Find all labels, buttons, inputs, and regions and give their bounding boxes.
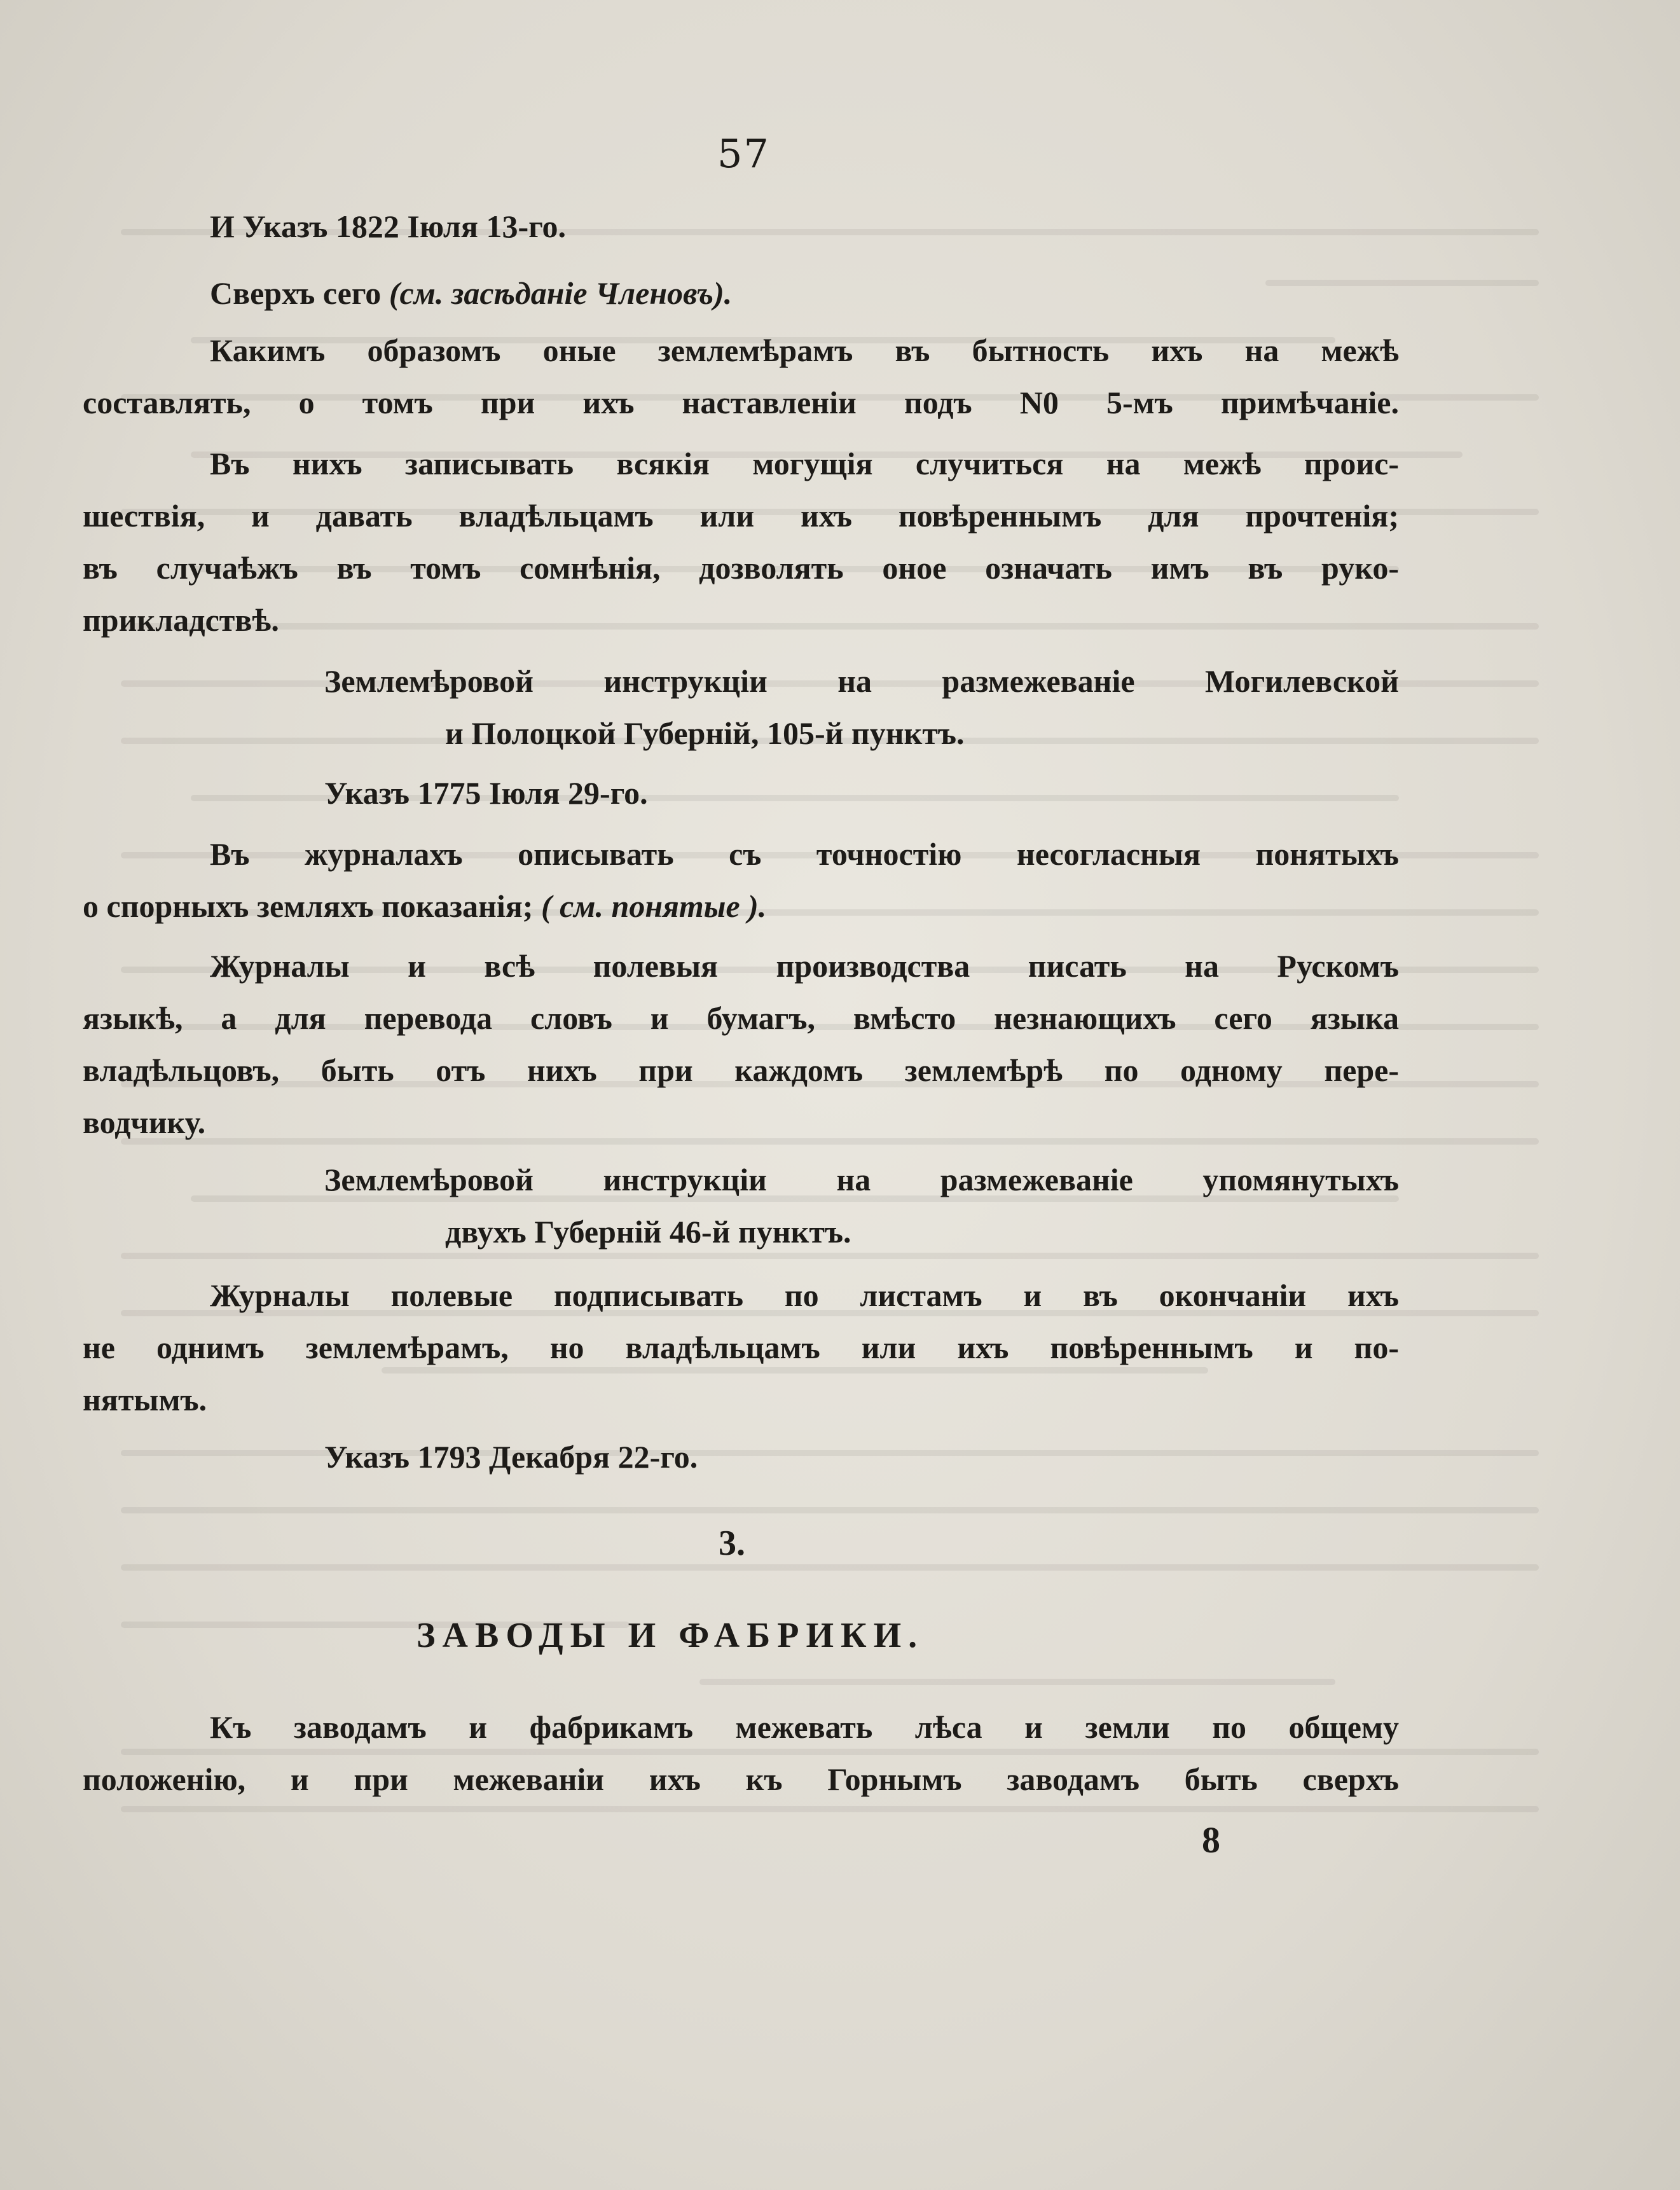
paragraph-line: Журналы полевые подписывать по листамъ и въ окончаніи ихъ xyxy=(210,1278,1399,1313)
decree-reference: Указъ 1793 Декабря 22-го. xyxy=(324,1439,698,1475)
decree-reference: И Указъ 1822 Іюля 13-го. xyxy=(210,209,567,244)
paragraph-line: не однимъ землемѣрамъ, но владѣльцамъ или ихъ повѣреннымъ и по- xyxy=(83,1330,1399,1365)
section-title: ЗАВОДЫ И ФАБРИКИ. xyxy=(417,1616,925,1655)
instruction-reference: двухъ Губерній 46-й пунктъ. xyxy=(445,1214,851,1250)
paragraph-line: языкѣ, а для перевода словъ и бумагъ, вмѣсто незнающихъ сего языка xyxy=(83,1000,1399,1036)
paragraph-line: нятымъ. xyxy=(83,1382,207,1417)
text-span: о спорныхъ земляхъ показанія; xyxy=(83,888,541,924)
decree-reference: Указъ 1775 Іюля 29-го. xyxy=(324,775,648,811)
paragraph-line: владѣльцовъ, быть отъ нихъ при каждомъ землемѣрѣ по одному пере- xyxy=(83,1052,1399,1088)
paragraph-line xyxy=(210,828,1399,880)
paragraph-line: составлять, о томъ при ихъ наставленіи подъ N0 5-мъ примѣчаніе. xyxy=(83,385,1399,420)
paragraph-line: Какимъ образомъ оные землемѣрамъ въ бытность ихъ на межѣ xyxy=(210,333,1399,368)
signature-mark: 8 xyxy=(1202,1819,1220,1861)
section-number: 3. xyxy=(719,1524,745,1563)
paragraph-line: Къ заводамъ и фабрикамъ межевать лѣса и земли по общему xyxy=(210,1709,1399,1745)
cross-reference: ( см. понятые ). xyxy=(540,888,767,924)
paragraph-line xyxy=(83,880,1399,932)
cross-reference: (см. засѣданіе Членовъ). xyxy=(389,275,733,311)
paragraph-line: шествія, и давать владѣльцамъ или ихъ повѣреннымъ для прочтенія; xyxy=(83,498,1399,534)
paragraph-line: въ случаѣжъ въ томъ сомнѣнія, дозволять оное означать имъ въ руко- xyxy=(83,550,1399,586)
paragraph-line xyxy=(210,267,1526,319)
instruction-reference: и Полоцкой Губерній, 105-й пунктъ. xyxy=(445,715,965,751)
instruction-reference: Землемѣровой инструкціи на размежеваніе Могилевской xyxy=(324,663,1399,699)
page-number: 57 xyxy=(717,130,770,177)
text-span: Въ журналахъ описывать съ точностію несогласныя понятыхъ xyxy=(210,836,1399,872)
paragraph-line: Въ нихъ записывать всякія могущія случиться на межѣ проиc- xyxy=(210,446,1399,481)
instruction-reference: Землемѣровой инструкціи на размежеваніе упомянутыхъ xyxy=(324,1162,1399,1197)
paragraph-line: положенію, и при межеваніи ихъ къ Горнымъ заводамъ быть сверхъ xyxy=(83,1761,1399,1797)
paragraph-line: прикладствѣ. xyxy=(83,602,279,638)
text-span: Сверхъ сего xyxy=(210,275,389,311)
paragraph-line: Журналы и всѣ полевыя производства писать на Рускомъ xyxy=(210,948,1399,984)
paragraph-line: водчику. xyxy=(83,1105,206,1140)
